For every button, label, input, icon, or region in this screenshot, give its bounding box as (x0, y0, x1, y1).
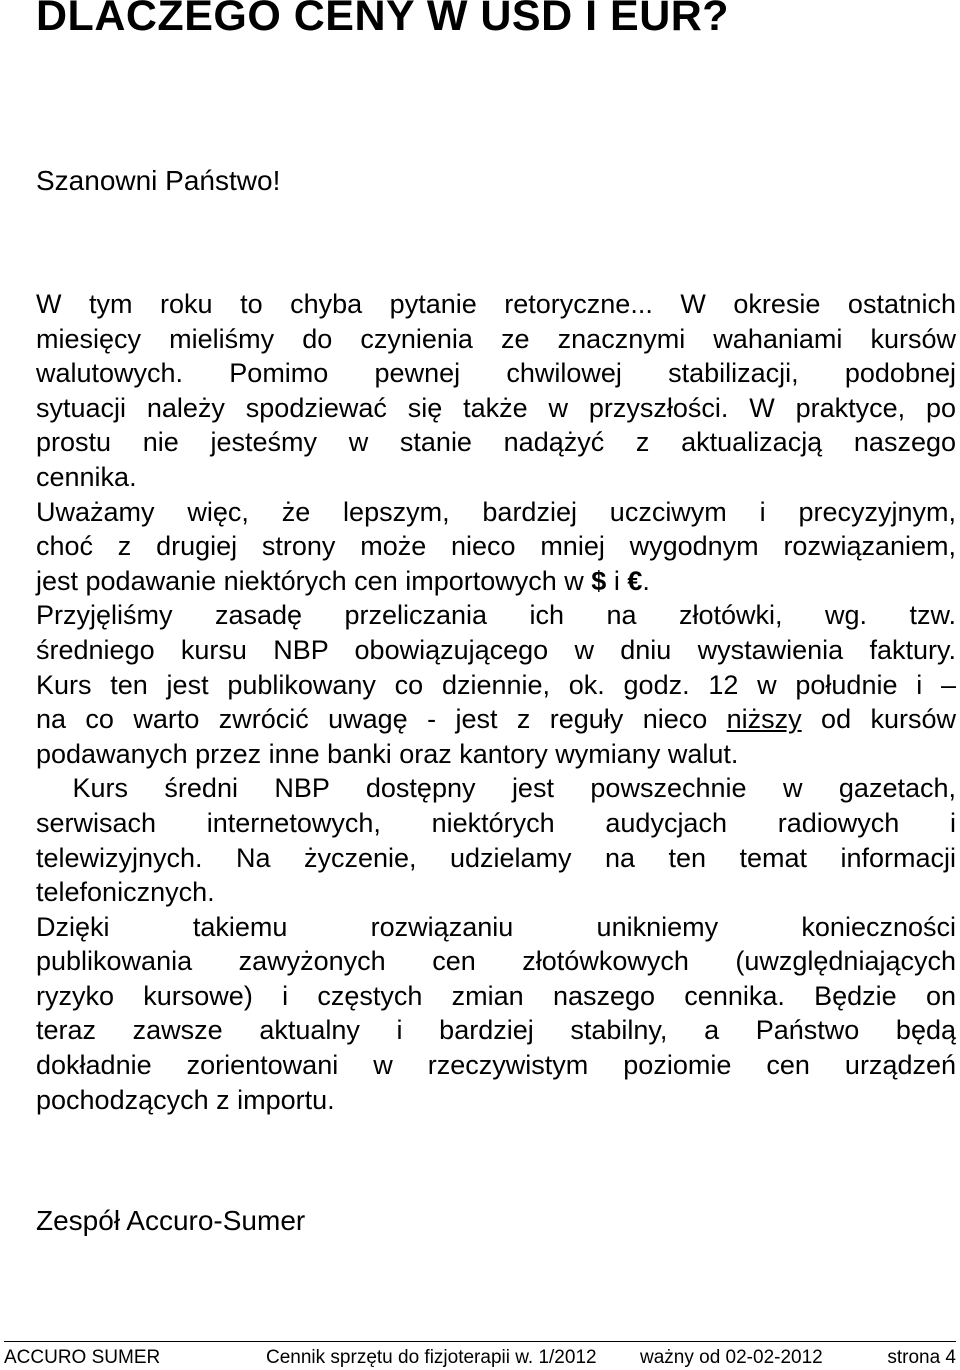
body-line: dokładnie zorientowani w rzeczywistym poziomie cen urządzeń (36, 1050, 956, 1081)
body-line: W tym roku to chyba pytanie retoryczne... W okresie ostatnich (36, 289, 956, 319)
body-line: Przyjęliśmy zasadę przeliczania ich na złotówki, wg. tzw. (36, 600, 956, 631)
body-line: Dzięki takiemu rozwiązaniu unikniemy konieczności (36, 911, 956, 942)
body-line: ryzyko kursowe) i częstych zmian naszego cennika. Będzie on (36, 980, 956, 1011)
footer-company: ACCURO SUMER (4, 1347, 161, 1368)
body-line: pochodzących z importu. (36, 1084, 335, 1115)
body-line: telewizyjnych. Na życzenie, udzielamy na ten temat informacji (36, 842, 956, 873)
body-line: Kurs średni NBP dostępny jest powszechnie w gazetach, (36, 773, 956, 804)
body-line: telefonicznych. (36, 877, 215, 908)
body-line: cennika. (36, 461, 137, 492)
body-line-underlined (36, 702, 956, 737)
text-segment: jest podawanie niektórych cen importowych w (36, 565, 592, 596)
signature: Zespół Accuro-Sumer (36, 1205, 306, 1236)
body-line: choć z drugiej strony może nieco mniej wygodnym rozwiązaniem, (36, 531, 956, 562)
text-segment: od kursów (801, 704, 956, 735)
body-line: Kurs ten jest publikowany co dziennie, ok. godz. 12 w południe i – (36, 669, 956, 700)
footer-catalog: Cennik sprzętu do fizjoterapii w. 1/2012 (266, 1347, 597, 1368)
body-line: teraz zawsze aktualny i bardziej stabilny, a Państwo będą (36, 1015, 956, 1046)
footer-page-number: strona 4 (887, 1347, 956, 1368)
text-segment: na co warto zwrócić uwagę - jest z reguły nieco (36, 704, 727, 735)
dollar-symbol: $ (591, 565, 607, 596)
body-line: miesięcy mieliśmy do czynienia ze znacznymi wahaniami kursów (36, 323, 956, 354)
body-text (36, 287, 956, 1117)
body-line: sytuacji należy spodziewać się także w przyszłości. W praktyce, po (36, 392, 956, 423)
body-line: Uważamy więc, że lepszym, bardziej uczciwym i precyzyjnym, (36, 496, 956, 527)
footer-valid-date: ważny od 02-02-2012 (640, 1347, 823, 1368)
body-line: walutowych. Pomimo pewnej chwilowej stabilizacji, podobnej (36, 358, 956, 389)
body-line: serwisach internetowych, niektórych audycjach radiowych i (36, 807, 956, 838)
body-line: podawanych przez inne banki oraz kantory wymiany walut. (36, 738, 739, 769)
greeting: Szanowni Państwo! (36, 165, 281, 196)
euro-symbol: € (627, 565, 643, 596)
underlined-word: niższy (726, 704, 802, 735)
body-line: prostu nie jesteśmy w stanie nadążyć z aktualizacją naszego (36, 427, 956, 458)
body-line: średniego kursu NBP obowiązującego w dniu wystawienia faktury. (36, 634, 956, 665)
text-segment: . (642, 565, 650, 596)
page-footer (4, 1341, 956, 1368)
body-line: publikowania zawyżonych cen złotówkowych (uwzględniających (36, 946, 956, 977)
body-line-currencies (36, 564, 956, 599)
page-title: DLACZEGO CENY W USD I EUR? (36, 0, 730, 40)
text-segment: i (606, 565, 628, 596)
